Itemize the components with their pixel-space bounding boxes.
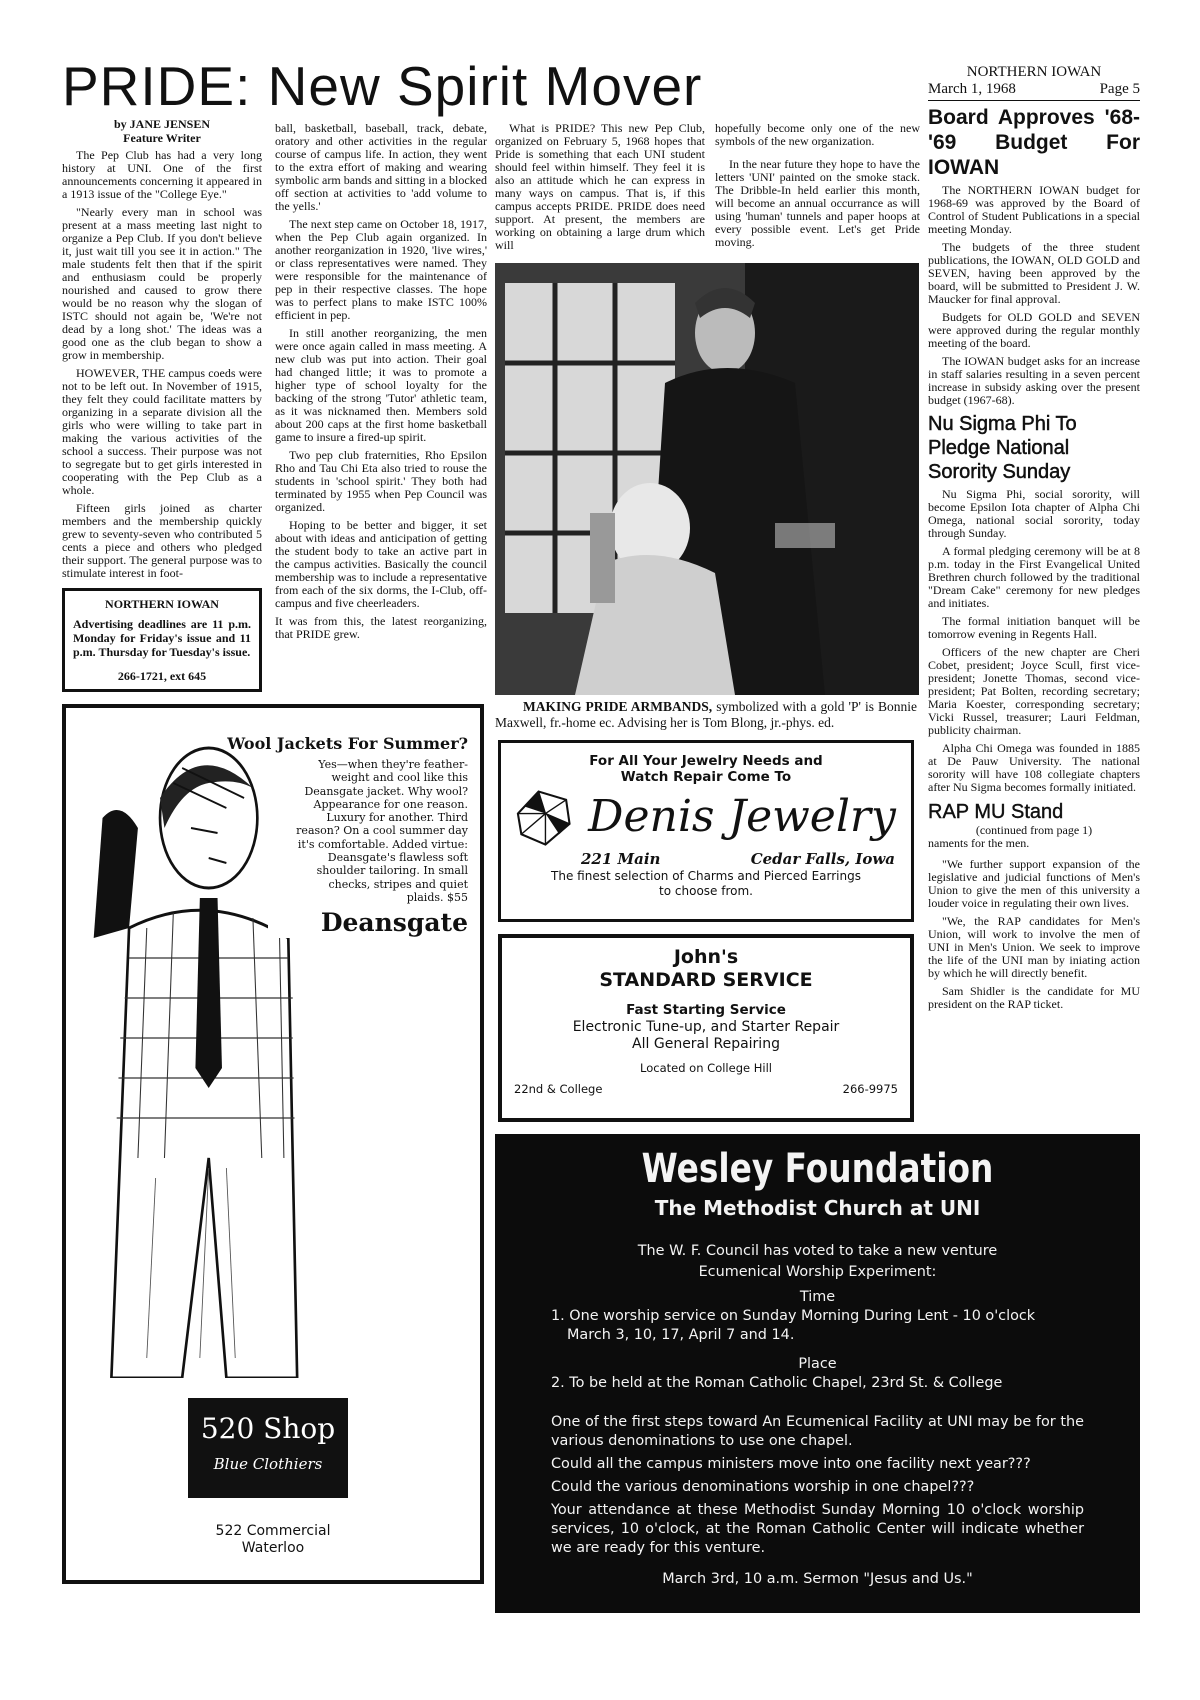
ad-title: STANDARD SERVICE (599, 969, 813, 991)
wesley-text: 2. To be held at the Roman Catholic Chapel, 23rd St. & College (551, 1375, 1003, 1391)
ad-line: All General Repairing (632, 1036, 780, 1052)
box-body: Advertising deadlines are 11 p.m. Monday for Friday's issue and 11 p.m. Thursday for Tuesday's issue. (73, 617, 251, 659)
wesley-title: Wesley Foundation (641, 1146, 994, 1192)
ad-line: For All Your Jewelry Needs and (589, 753, 823, 769)
shop-logo-name: 520 Shop (200, 1412, 336, 1445)
ad-line: Located on College Hill (640, 1061, 772, 1075)
wesley-label: Time (799, 1289, 836, 1305)
ad-line: to choose from. (659, 884, 753, 898)
wesley-foundation-ad (495, 1134, 1140, 1613)
wesley-footer: March 3rd, 10 a.m. Sermon "Jesus and Us." (662, 1571, 973, 1587)
news-photo (495, 263, 919, 695)
sorority-headline: Nu Sigma Phi To Pledge National Sorority Sunday (928, 413, 1077, 483)
jewelry-name: Denis Jewelry (588, 791, 896, 842)
paragraph: Sam Shidler is the candidate for MU president on the RAP ticket. (928, 984, 1140, 1011)
deansgate-ad (62, 704, 484, 1584)
middle-section (495, 118, 920, 1122)
paragraph: It was from this, the latest reorganizing, that PRIDE grew. (275, 614, 487, 641)
ad-deadline-box (62, 588, 262, 692)
photo-armbands-image (495, 263, 919, 695)
wesley-subtitle: The Methodist Church at UNI (654, 1196, 981, 1220)
wesley-ad-wrapper (495, 1134, 1140, 1613)
ad-line: The finest selection of Charms and Pierced Earrings (551, 869, 861, 883)
paragraph: The next step came on October 18, 1917, when the Pep Club again organized. In another reorganization in 1920, 'live wires,' or class representatives were named. They were responsible for the maintenance of pep in their respective classes. The hope was to perfect plans to make ISTC 100% efficient in pep. (275, 217, 487, 322)
caption-lead: MAKING PRIDE ARMBANDS, (523, 699, 713, 714)
right-column-stories (928, 105, 1140, 1011)
paragraph: HOWEVER, THE campus coeds were not to be left out. In November of 1915, they felt they could facilitate matters by organizing in a separate division all the girls who were willing to take part in making the various activities of the school a success. Their purpose was not to segregate but to get girls interested in cooperating with the Pep Club as a whole. (62, 366, 262, 497)
paragraph: hopefully become only one of the new symbols of the new organization. (715, 121, 920, 148)
wesley-text: Could the various denominations worship in one chapel??? (551, 1479, 975, 1495)
box-title: NORTHERN IOWAN (105, 597, 219, 611)
wesley-text: Ecumenical Worship Experiment: (698, 1264, 937, 1280)
left-section (62, 118, 487, 1584)
wesley-text: Your attendance at these Methodist Sunday Morning 10 o'clock worship services, 10 o'clock, at the Roman Catholic Center will indicate whether we are ready for this venture. (551, 1502, 1084, 1556)
paragraph: "We further support expansion of the legislative and judicial functions of Men's Union to give the men of this university a louder voice in regulating their own lives. (928, 857, 1140, 910)
paragraph: "We, the RAP candidates for Men's Union, will work to involve the men of UNI in Men's Union. We seek to improve the life of the UNI man by iniating action by which he will directly benefit. (928, 914, 1140, 980)
paragraph: In still another reorganizing, the men were once again called in mass meeting. A new club was put into action. Their goal had changed little; it was to promote a higher type of school loyalty for the backing of the strong 'Tutor' athletic team, as it was nicknamed then. Members sold about 200 caps at the first home basketball game to insure a fired-up spirit. (275, 326, 487, 444)
wesley-text: One of the first steps toward An Ecumenical Facility at UNI may be for the various denominations to use one chapel. (551, 1414, 1084, 1449)
budget-headline: Board Approves '68-'69 Budget For IOWAN (928, 106, 1140, 179)
byline: by JANE JENSEN (113, 117, 211, 131)
shop-logo (188, 1398, 348, 1498)
ad-line: Electronic Tune-up, and Starter Repair (572, 1019, 840, 1035)
paragraph: Fifteen girls joined as charter members and the membership quickly grew to seventy-seven who contributed 5 cents a piece and others who pledged their support. The general purpose was to stimulate interest in foot- (62, 501, 262, 580)
paragraph: Hoping to be better and bigger, it set about with ideas and anticipation of getting the student body to take an active part in the campus activities. Basically the council membership was to include a representative from each of the six dorms, the I-Club, off-campus and five cheerleaders. (275, 518, 487, 610)
service-station-ad (498, 934, 914, 1122)
jewelry-street: 221 Main (581, 850, 661, 868)
paragraph: naments for the men. (928, 836, 1030, 850)
diamond-icon (511, 786, 573, 848)
ad-line: Fast Starting Service (626, 1002, 786, 1018)
paragraph: What is PRIDE? This new Pep Club, organized on February 5, 1968 hopes that Pride is something that each UNI student should feel within himself. They feel it is also an attitude which he can express in many ways on campus. That is, if this campus accepts PRIDE. PRIDE does need support. At present, the members are working on obtaining a large drum which will (495, 121, 705, 252)
main-headline: PRIDE: New Spirit Mover (62, 55, 703, 117)
box-phone: 266-1721, ext 645 (117, 669, 207, 683)
newspaper-page (62, 56, 1140, 1613)
deansgate-body: Yes—when they're feather-weight and cool like this Deansgate jacket. Why wool? Appearance for one reason. Luxury for another. Third reason? On a cool summer day it's comfortable. Added virtue: Deansgate's flawless soft shoulder tailoring. In small checks, stripes and quiet plaids. $55 (296, 758, 468, 904)
wesley-text: March 3, 10, 17, April 7 and 14. (567, 1327, 795, 1343)
wesley-text: Could all the campus ministers move into one facility next year??? (551, 1456, 1031, 1472)
paragraph: The formal initiation banquet will be tomorrow evening in Regents Hall. (928, 614, 1140, 641)
wesley-label: Place (798, 1356, 837, 1372)
story-column-1 (62, 118, 262, 692)
story-column-3 (495, 122, 705, 257)
paragraph: ball, basketball, baseball, track, debate, oratory and other activities in the regular course of campus life. In action, they went to the extra effort of making and wearing symbolic arm bands and sitting in a blocked off section at activities to 'add volume to the yells.' (275, 121, 487, 213)
jewelry-ad (498, 740, 914, 922)
deansgate-brand: Deansgate (268, 908, 468, 938)
continued-note: (continued from page 1) (975, 823, 1093, 837)
ad-phone: 266-9975 (842, 1082, 898, 1096)
jewelry-city: Cedar Falls, Iowa (750, 850, 895, 868)
page-number: Page 5 (1099, 81, 1140, 97)
paragraph: Budgets for OLD GOLD and SEVEN were approved during the regular monthly meeting of the board. (928, 310, 1140, 350)
deansgate-copy (148, 734, 468, 938)
paragraph: The IOWAN budget asks for an increase in staff salaries resulting in a seven percent increase in subsidy asking over the present budget (1967-68). (928, 354, 1140, 407)
paragraph: The Pep Club has had a very long history at UNI. One of the first announcements concerning it appeared in a 1913 issue of the "College Eye." (62, 148, 262, 201)
byline-role: Feature Writer (123, 130, 201, 145)
ad-title: John's (673, 946, 739, 968)
shop-address (66, 1523, 480, 1557)
paragraph: Nu Sigma Phi, social sorority, will become Epsilon Iota chapter of Alpha Chi Omega, national social sorority, today through Sunday. (928, 487, 1140, 540)
caption-text: symbolized with a gold 'P' is Bonnie Maxwell, fr.-home ec. Advising her is Tom Blong, jr.-phys. ed. (495, 699, 917, 730)
paragraph: "Nearly every man in school was present at a mass meeting last night to organize a Pep Club. If you don't believe it, just wait till you see it in action." The male students felt then that if the spirit and enthusiasm could be properly nourished and caused to grow there would be no reason why the slogan of ISTC should not again be, 'We're not dead by a long shot.' The ideas was a good one as the club began to show a grow in membership. (62, 205, 262, 362)
paragraph: In the near future they hope to have the letters 'UNI' painted on the smoke stack. The Dribble-In held earlier this month, will become an annual occurrance as will using 'human' tunnels and paper hoops at every possible event. Let's get Pride moving. (715, 157, 920, 249)
paragraph: The budgets of the three student publications, the IOWAN, OLD GOLD and SEVEN, having been approved by the board, will be submitted to President J. W. Maucker for final approval. (928, 240, 1140, 306)
wesley-text: The W. F. Council has voted to take a new venture (637, 1243, 998, 1259)
story-column-4 (715, 122, 920, 257)
wesley-text: 1. One worship service on Sunday Morning During Lent - 10 o'clock (551, 1308, 1036, 1324)
paper-name: NORTHERN IOWAN (966, 64, 1102, 80)
rap-headline: RAP MU Stand (928, 801, 1064, 823)
paragraph: Officers of the new chapter are Cheri Cobet, president; Joyce Scull, first vice-president; Jonette Thomas, second vice-president; Pat Bolten, recording secretary; Maria Koester, corresponding secretary; Vicki Russel, treasurer; Lauri Feldman, publicity chairman. (928, 645, 1140, 737)
paragraph: A formal pledging ceremony will be at 8 p.m. today in the First Evangelical United Brethren church followed by the traditional "Dream Cake" ceremony for new pledges and initiates. (928, 544, 1140, 610)
shop-address-line: Waterloo (241, 1540, 305, 1556)
ad-line: Watch Repair Come To (620, 769, 792, 785)
ad-address: 22nd & College (514, 1082, 603, 1096)
paragraph: Two pep club fraternities, Rho Epsilon Rho and Tau Chi Eta also tried to rouse the students in 'school spirit.' They both had terminated by 1955 when Pep Council was organized. (275, 448, 487, 514)
paragraph: The NORTHERN IOWAN budget for 1968-69 was approved by the Board of Control of Student Publications in a special meeting Monday. (928, 183, 1140, 236)
issue-date: March 1, 1968 (928, 81, 1016, 97)
masthead (928, 64, 1140, 101)
photo-caption (495, 699, 917, 730)
deansgate-headline: Wool Jackets For Summer? (227, 734, 468, 753)
story-column-2 (275, 118, 487, 692)
shop-address-line: 522 Commercial (215, 1523, 331, 1539)
shop-logo-script: Blue Clothiers (213, 1455, 323, 1473)
right-column (928, 56, 1140, 1016)
paragraph: Alpha Chi Omega was founded in 1885 at De Pauw University. The national sorority will have 108 collegiate chapters after Nu Sigma becomes formally initiated. (928, 741, 1140, 794)
